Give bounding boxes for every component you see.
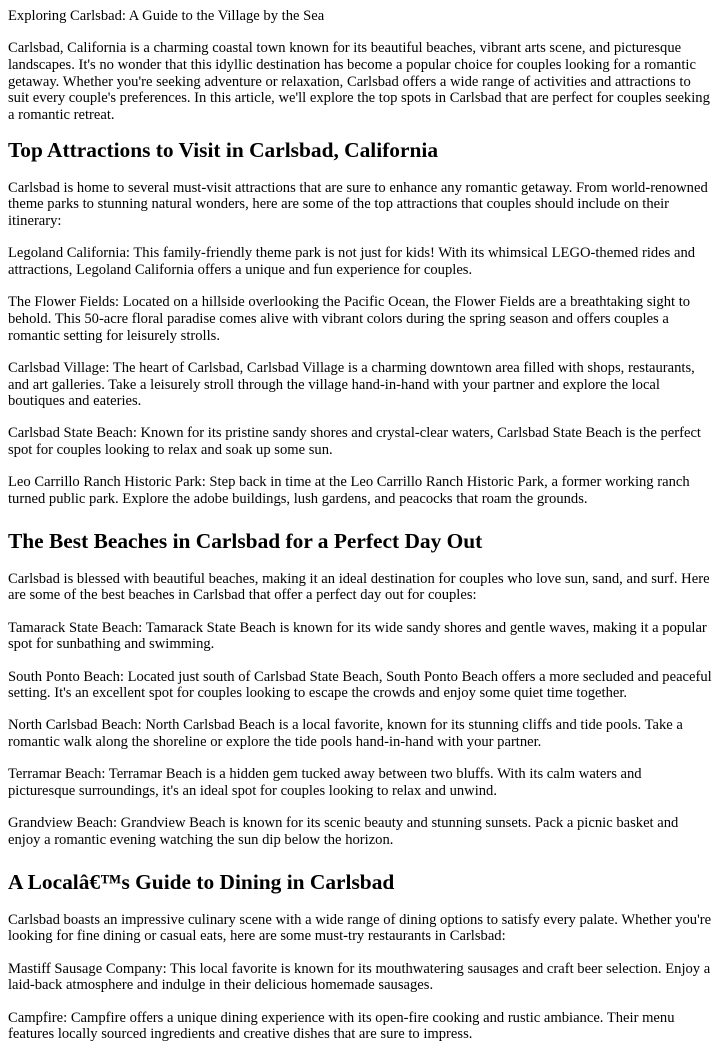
- section-heading-beaches: The Best Beaches in Carlsbad for a Perfect Day Out: [8, 528, 483, 553]
- paragraph: Carlsbad is blessed with beautiful beaches, making it an ideal destination for couples who love sun, sand, and surf. Here are some of the best beaches in Carlsbad that offer a perfect day out for couples:: [8, 570, 710, 604]
- paragraph: Terramar Beach: Terramar Beach is a hidden gem tucked away between two bluffs. With its calm waters and picturesque surroundings, it's an ideal spot for couples looking to relax and unwind.: [8, 766, 642, 800]
- paragraph: South Ponto Beach: Located just south of Carlsbad State Beach, South Ponto Beach offers a more secluded and peaceful setting. It's an excellent spot for couples looking to escape the crowds and enjoy some quiet time together.: [8, 668, 712, 702]
- paragraph: Campfire: Campfire offers a unique dining experience with its open-fire cooking and rustic ambiance. Their menu features locally sourced ingredients and creative dishes that are sure to impress.: [8, 1009, 675, 1043]
- paragraph: Mastiff Sausage Company: This local favorite is known for its mouthwatering sausages and craft beer selection. Enjoy a laid-back atmosphere and indulge in their delicious homemade sausages.: [8, 960, 711, 994]
- section-heading-attractions: Top Attractions to Visit in Carlsbad, California: [8, 137, 439, 162]
- paragraph: Carlsbad boasts an impressive culinary scene with a wide range of dining options to satisfy every palate. Whether you're looking for fine dining or casual eats, here are some must-try restaurants in Carlsbad:: [8, 911, 712, 945]
- section-dining: [8, 869, 712, 1043]
- paragraph: The Flower Fields: Located on a hillside overlooking the Pacific Ocean, the Flower Fields are a breathtaking sight to behold. This 50-acre floral paradise comes alive with vibrant colors during the spring season and offers couples a romantic setting for leisurely strolls.: [8, 294, 691, 344]
- paragraph: Carlsbad is home to several must-visit attractions that are sure to enhance any romantic getaway. From world-renowned theme parks to stunning natural wonders, here are some of the top attractions that couples should include on their itinerary:: [8, 179, 708, 230]
- paragraph: Legoland California: This family-friendly theme park is not just for kids! With its whimsical LEGO-themed rides and attractions, Legoland California offers a unique and fun experience for couples.: [8, 245, 696, 279]
- paragraph: Carlsbad Village: The heart of Carlsbad, Carlsbad Village is a charming downtown area filled with shops, restaurants, and art galleries. Take a leisurely stroll through the village hand-in-hand with your partner and explore the local boutiques and eateries.: [8, 359, 695, 410]
- paragraph: Tamarack State Beach: Tamarack State Beach is known for its wide sandy shores and gentle waves, making it a popular spot for sunbathing and swimming.: [8, 619, 707, 653]
- paragraph: Grandview Beach: Grandview Beach is known for its scenic beauty and stunning sunsets. Pack a picnic basket and enjoy a romantic evening watching the sun dip below the horizon.: [8, 815, 679, 848]
- section-beaches: [8, 528, 712, 849]
- paragraph: Carlsbad State Beach: Known for its pristine sandy shores and crystal-clear waters, Carlsbad State Beach is the perfect spot for couples looking to relax and soak up some sun.: [8, 425, 701, 459]
- article-title: Exploring Carlsbad: A Guide to the Village by the Sea: [8, 8, 325, 24]
- paragraph: North Carlsbad Beach: North Carlsbad Beach is a local favorite, known for its stunning cliffs and tide pools. Take a romantic walk along the shoreline or explore the tide pools hand-in-hand with your partner.: [8, 717, 683, 751]
- paragraph: Leo Carrillo Ranch Historic Park: Step back in time at the Leo Carrillo Ranch Historic Park, a former working ranch turned public park. Explore the adobe buildings, lush gardens, and peacocks that roam the grounds.: [8, 474, 690, 508]
- section-heading-dining: A Localâ€™s Guide to Dining in Carlsbad: [8, 869, 395, 894]
- intro-paragraph: Carlsbad, California is a charming coastal town known for its beautiful beaches, vibrant arts scene, and picturesque landscapes. It's no wonder that this idyllic destination has become a popular choice for couples looking for a romantic getaway. Whether you're seeking adventure or relaxation, Carlsbad offers a wide range of activities and attractions to suit every couple's preferences. In this article, we'll explore the top spots in Carlsbad that are perfect for couples seeking a romantic retreat.: [8, 40, 710, 124]
- section-attractions: [8, 137, 712, 508]
